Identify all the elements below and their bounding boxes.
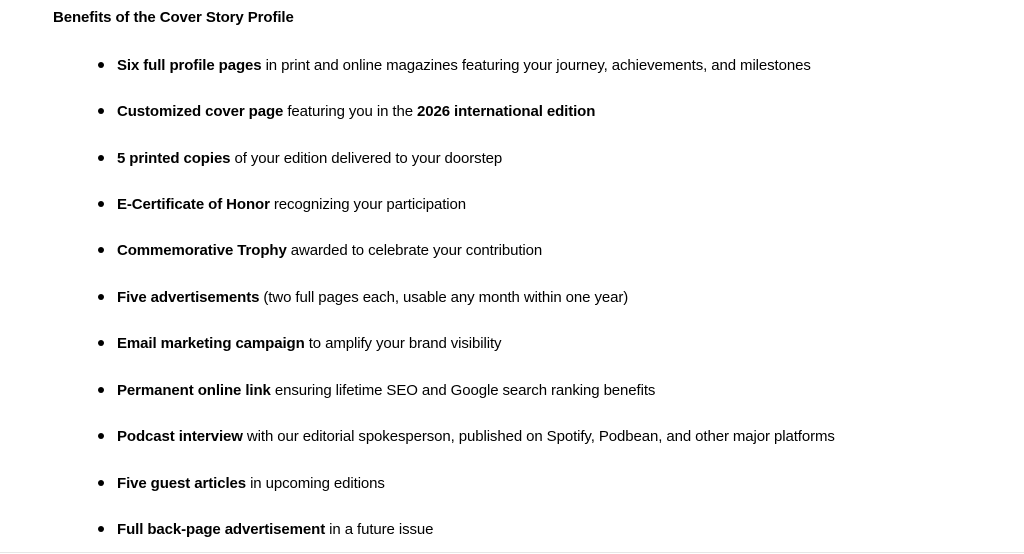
list-item [98,56,811,76]
benefit-bold-text: Full back-page advertisement [117,521,326,538]
benefit-text: in print and online magazines featuring your journey, achievements, and milestones [261,57,811,74]
bullet-icon [98,108,104,114]
list-item [98,102,595,122]
benefit-text: of your edition delivered to your doorstep [230,150,503,167]
bullet-icon [98,387,104,393]
benefit-bold-text: Podcast interview [117,428,243,445]
benefit-bold-text: Permanent online link [117,382,271,399]
benefit-bold-text: Commemorative Trophy [117,242,287,259]
bullet-icon [98,526,104,532]
benefit-bold-text-secondary: 2026 international edition [417,103,596,120]
bullet-icon [98,62,104,68]
benefit-bold-text: Five guest articles [117,475,246,492]
section-heading: Benefits of the Cover Story Profile [53,9,294,26]
list-item [98,381,655,401]
benefit-text: ensuring lifetime SEO and Google search ranking benefits [270,382,656,399]
benefit-bold-text: Customized cover page [117,103,284,120]
benefit-text: with our editorial spokesperson, published on Spotify, Podbean, and other major platforms [242,428,835,445]
list-item [98,149,502,169]
benefit-text: to amplify your brand visibility [304,335,502,352]
benefit-text: in upcoming editions [246,475,385,492]
benefit-bold-text: 5 printed copies [117,150,231,167]
list-item [98,288,628,308]
benefit-bold-text: E-Certificate of Honor [117,196,270,213]
benefit-bold-text: Six full profile pages [117,57,262,74]
list-item [98,474,385,494]
benefit-text: (two full pages each, usable any month within one year) [259,289,629,306]
list-item [98,195,466,215]
benefit-text: in a future issue [325,521,434,538]
list-item [98,241,542,261]
bullet-icon [98,201,104,207]
bullet-icon [98,294,104,300]
bullet-icon [98,433,104,439]
benefit-text: recognizing your participation [269,196,466,213]
benefit-text: featuring you in the [283,103,418,120]
benefit-text: awarded to celebrate your contribution [286,242,543,259]
benefit-bold-text: Five advertisements [117,289,260,306]
bullet-icon [98,247,104,253]
bullet-icon [98,480,104,486]
bullet-icon [98,340,104,346]
list-item [98,334,501,354]
bullet-icon [98,155,104,161]
list-item [98,520,433,540]
benefit-bold-text: Email marketing campaign [117,335,305,352]
list-item [98,427,835,447]
bottom-divider [0,552,1024,553]
